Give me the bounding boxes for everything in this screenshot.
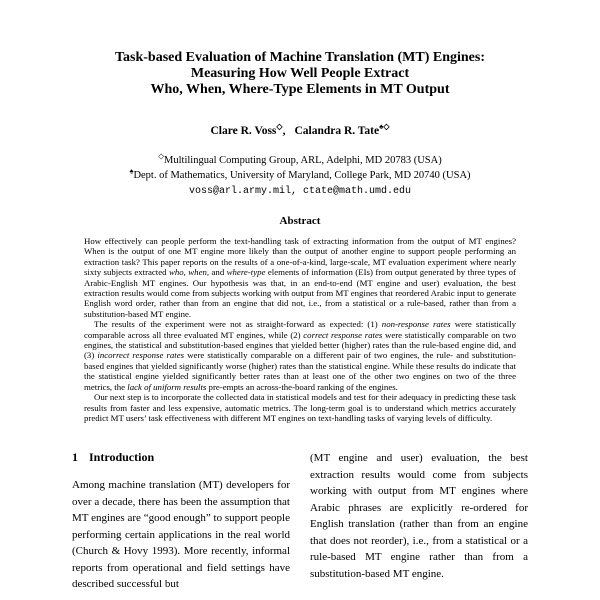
intro-paragraph-left: Among machine translation (MT) developers for over a decade, there has been the assumption that MT engines are “good enough” to support people performing certain applications in the real world (Church & Hovy 1993). More recently, informal reports from operational and field settings have described successful but <box>72 479 290 591</box>
affiliation-1 <box>72 153 528 168</box>
author-1-name: Clare R. Voss <box>210 125 277 137</box>
author-2-affiliation-mark: ♠◇ <box>379 122 390 132</box>
title-line-2: Measuring How Well People Extract <box>190 66 410 81</box>
abstract-heading: Abstract <box>279 215 321 227</box>
author-1-affiliation-mark: ◇ <box>276 122 283 132</box>
paper-title <box>72 50 528 98</box>
author-separator: , <box>282 125 286 137</box>
title-line-3: Who, When, Where-Type Elements in MT Output <box>150 82 450 97</box>
affiliation-1-mark: ◇ <box>158 151 165 161</box>
intro-paragraph-right: (MT engine and user) evaluation, the best extraction results would come from subjects working with output from MT engines where Arabic phrases are explicitly re-ordered for English translation (rather than from an engine that does not reorder), i.e., from a statistical or a rule-based MT engine rather than from a substitution-based MT engine. <box>310 452 528 580</box>
paper-header <box>72 50 528 199</box>
affiliation-2-mark: ♠ <box>129 166 134 176</box>
section-1-number: 1 <box>72 450 78 465</box>
title-line-1: Task-based Evaluation of Machine Translation (MT) Engines: <box>114 50 486 65</box>
affiliations <box>72 153 528 183</box>
left-column <box>72 450 290 593</box>
body-columns <box>72 450 528 593</box>
right-column <box>310 450 528 593</box>
affiliation-1-text: Multilingual Computing Group, ARL, Adelphi, MD 20783 (USA) <box>164 155 442 166</box>
abstract-paragraph-3: Our next step is to incorporate the collected data in statistical models and test for their adequacy in predicting these task results from faster and less expensive, automatic metrics. The long-term goal is to understand which metrics accurately predict MT users’ task effectiveness with different MT engines on text-handling tasks of varying levels of difficulty. <box>84 392 516 423</box>
abstract-section <box>84 215 516 423</box>
author-emails: voss@arl.army.mil, ctate@math.umd.edu <box>188 186 412 197</box>
section-1-heading <box>72 450 290 464</box>
abstract-paragraph-1: How effectively can people perform the text-handling task of extracting information from the output of MT engines? When is the output of one MT engine more likely than the output of another engine to support people performing an extraction task? This paper reports on the results of a one-of-a-kind, large-scale, MT evaluation experiment where nearly sixty subjects extracted who, when, and where-type elements of information (EIs) from output generated by three types of Arabic-English MT engines. Our hypothesis was that, in an end-to-end (MT engine and user) evaluation, the best extraction results would come from subjects working with output from MT engines that reordered Arabic input to generate English word order, rather than from an engine that did not, i.e., from a statistical or a rule-based, rather than from a substitution-based MT engine. <box>84 236 516 319</box>
affiliation-2 <box>72 168 528 183</box>
author-2-name: Calandra R. Tate <box>294 125 380 137</box>
affiliation-2-text: Dept. of Mathematics, University of Maryland, College Park, MD 20740 (USA) <box>133 170 471 181</box>
section-1-title: Introduction <box>89 450 155 465</box>
author-line <box>72 124 528 138</box>
abstract-paragraph-2: The results of the experiment were not as straight-forward as expected: (1) non-response rates were statistically comparable across all three evaluated MT engines, while (2) correct response rates were statistically comparable on two engines, the statistical and substitution-based engines that yielded better (higher) rates than the rule-based engine did, and (3) incorrect response rates were statistically comparable on a different pair of two engines, the rule- and substitution-based engines that yielded significantly worse (higher) rates than the statistical engine. While these results do indicate that the statistical engine yielded significantly better rates than at least one of the other two engines on two of the three metrics, the lack of uniform results pre-empts an across-the-board ranking of the engines. <box>84 319 516 392</box>
